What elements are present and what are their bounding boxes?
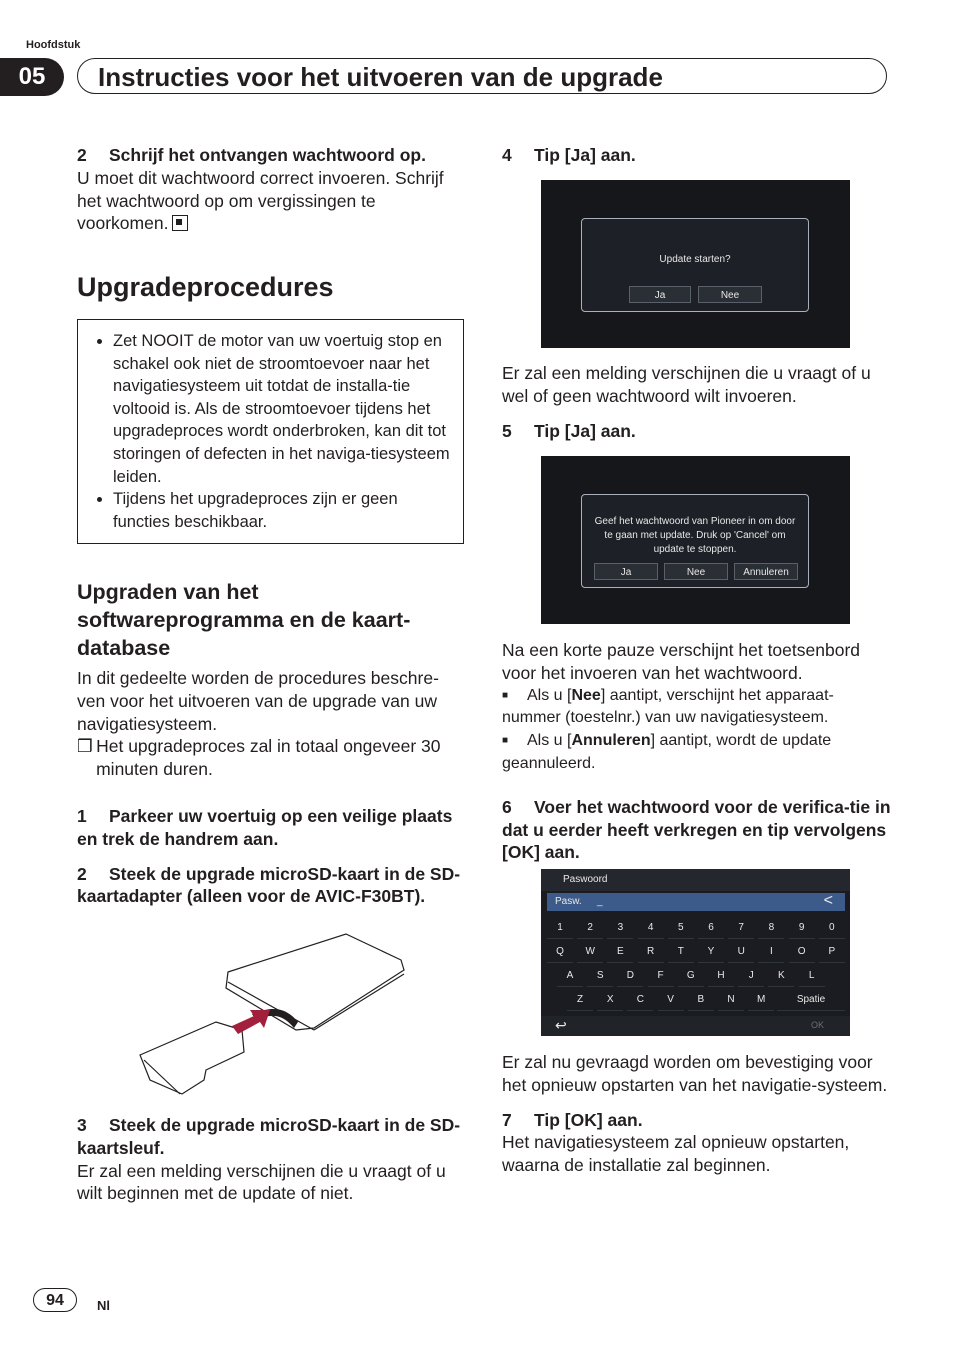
step-7-heading: 7 Tip [OK] aan. bbox=[502, 1109, 643, 1130]
step-1-heading: 1 Parkeer uw voertuig op een veilige plaats en trek de handrem aan. bbox=[77, 805, 453, 849]
backspace-icon[interactable]: < bbox=[823, 892, 833, 909]
keyboard-key[interactable]: I bbox=[758, 942, 784, 963]
keyboard-title-bar bbox=[541, 869, 850, 891]
after-step-6-text: Er zal nu gevraagd worden om bevestiging voor het opnieuw opstarten van het navigatie-systeem. bbox=[502, 1052, 888, 1095]
keyboard-key[interactable]: C bbox=[627, 990, 653, 1011]
password-field-value: _ bbox=[597, 896, 603, 907]
note-item: ❒ Het upgradeproces zal in totaal ongeveer 30 minuten duren. bbox=[77, 736, 441, 780]
warning-item: • Tijdens het upgradeproces zijn er geen functies beschikbaar. bbox=[113, 488, 451, 533]
after-step-5-text: Na een korte pauze verschijnt het toetsenbord voor het invoeren van het wachtwoord. bbox=[502, 640, 860, 683]
keyboard-key[interactable]: R bbox=[638, 942, 664, 963]
step-6-heading: 6 Voer het wachtwoord voor de verifica-tie in dat u eerder heeft verkregen en tip vervolgens [OK] aan. bbox=[502, 796, 891, 863]
keyboard-key[interactable]: 3 bbox=[607, 918, 633, 939]
left-column bbox=[77, 144, 467, 235]
keyboard-key[interactable]: 4 bbox=[638, 918, 664, 939]
keyboard-key[interactable]: B bbox=[688, 990, 714, 1011]
keyboard-key[interactable]: Z bbox=[567, 990, 593, 1011]
bullet-annuleren: ■ Als u [Annuleren] aantipt, wordt de update geannuleerd. bbox=[502, 732, 832, 772]
keyboard-key[interactable]: V bbox=[658, 990, 684, 1011]
keyboard-key[interactable]: W bbox=[577, 942, 603, 963]
screenshot-password-dialog bbox=[541, 456, 850, 624]
step-7-body: Het navigatiesysteem zal opnieuw opstarten, waarna de installatie zal beginnen. bbox=[502, 1132, 850, 1176]
no-button[interactable]: Nee bbox=[698, 286, 762, 303]
sd-adapter-illustration bbox=[136, 930, 408, 1100]
cancel-button[interactable]: Annuleren bbox=[734, 563, 798, 580]
back-icon[interactable]: ↩ bbox=[555, 1017, 567, 1033]
keyboard-key[interactable]: P bbox=[819, 942, 845, 963]
checkbox-icon: ❒ bbox=[77, 736, 93, 757]
keyboard-key[interactable]: E bbox=[607, 942, 633, 963]
step-2-heading: 2 Schrijf het ontvangen wachtwoord op. bbox=[77, 145, 426, 165]
space-key[interactable]: Spatie bbox=[777, 990, 845, 1011]
keyboard-key[interactable]: 8 bbox=[758, 918, 784, 939]
warning-box bbox=[77, 319, 464, 544]
keyboard-key[interactable]: K bbox=[768, 966, 794, 987]
step-3-heading: 3 Steek de upgrade microSD-kaart in de SD-kaartsleuf. bbox=[77, 1115, 461, 1158]
keyboard-key[interactable]: N bbox=[718, 990, 744, 1011]
keyboard-key[interactable]: H bbox=[708, 966, 734, 987]
keyboard-key[interactable]: X bbox=[597, 990, 623, 1011]
section-label: Hoofdstuk bbox=[26, 39, 81, 51]
keyboard-key[interactable]: T bbox=[668, 942, 694, 963]
end-mark-icon bbox=[172, 215, 188, 231]
after-step-4 bbox=[502, 362, 892, 442]
square-bullet-icon: ■ bbox=[502, 689, 509, 701]
keyboard-key[interactable]: F bbox=[648, 966, 674, 987]
after-step-5 bbox=[502, 639, 892, 864]
keyboard-key[interactable]: 0 bbox=[819, 918, 845, 939]
screenshot-update-dialog bbox=[541, 180, 850, 348]
dialog-line-2: te gaan met update. Druk op 'Cancel' om bbox=[604, 530, 786, 541]
chapter-title: Instructies voor het uitvoeren van de upgrade bbox=[77, 58, 887, 94]
no-button[interactable]: Nee bbox=[664, 563, 728, 580]
dialog-message: Update starten? bbox=[659, 254, 731, 265]
yes-button[interactable]: Ja bbox=[629, 286, 691, 303]
keyboard-key[interactable]: U bbox=[728, 942, 754, 963]
keyboard-key[interactable]: D bbox=[617, 966, 643, 987]
yes-button[interactable]: Ja bbox=[594, 563, 658, 580]
chapter-number: 05 bbox=[0, 58, 64, 96]
keyboard-key[interactable]: 1 bbox=[547, 918, 573, 939]
keyboard-bottom-bar bbox=[541, 1016, 850, 1036]
password-field-label: Pasw. bbox=[555, 896, 582, 907]
step-4-heading: 4 Tip [Ja] aan. bbox=[502, 145, 636, 165]
keyboard-key[interactable]: 2 bbox=[577, 918, 603, 939]
ok-key[interactable]: OK bbox=[811, 1020, 825, 1030]
keyboard-key[interactable]: 7 bbox=[728, 918, 754, 939]
section-heading: Upgraden van het softwareprogramma en de kaart-database bbox=[77, 580, 411, 660]
after-step-4-text: Er zal een melding verschijnen die u vraagt of u wel of geen wachtwoord wilt invoeren. bbox=[502, 363, 871, 406]
language-label: Nl bbox=[97, 1298, 110, 1313]
keyboard-key[interactable]: 9 bbox=[789, 918, 815, 939]
keyboard-key[interactable]: Q bbox=[547, 942, 573, 963]
keyboard-key[interactable]: M bbox=[748, 990, 774, 1011]
update-dialog bbox=[581, 218, 809, 312]
dialog-line-1: Geef het wachtwoord van Pioneer in om door bbox=[594, 516, 796, 527]
step-5-heading: 5 Tip [Ja] aan. bbox=[502, 420, 636, 441]
keyboard-title: Paswoord bbox=[563, 874, 608, 885]
after-step-6 bbox=[502, 1051, 892, 1177]
step-2-body: U moet dit wachtwoord correct invoeren. Schrijf het wachtwoord op om vergissingen te voorkomen. bbox=[77, 167, 444, 234]
keyboard-key[interactable]: A bbox=[557, 966, 583, 987]
left-column-lower bbox=[77, 667, 467, 908]
keyboard-key[interactable]: G bbox=[678, 966, 704, 987]
left-column-bottom bbox=[77, 1114, 467, 1205]
step-3-body: Er zal een melding verschijnen die u vraagt of u wilt beginnen met de update of niet. bbox=[77, 1160, 446, 1204]
step-2b-heading: 2 Steek de upgrade microSD-kaart in de SD-kaartadapter (alleen voor de AVIC-F30BT). bbox=[77, 863, 461, 907]
keyboard-key[interactable]: S bbox=[587, 966, 613, 987]
password-dialog bbox=[581, 494, 809, 588]
keyboard-key[interactable]: 5 bbox=[668, 918, 694, 939]
page-heading: Upgradeprocedures bbox=[77, 272, 334, 302]
square-bullet-icon: ■ bbox=[502, 735, 509, 747]
dialog-line-3: update te stoppen. bbox=[653, 544, 737, 555]
password-field[interactable] bbox=[547, 893, 845, 911]
keyboard-key[interactable]: L bbox=[799, 966, 825, 987]
keyboard-key[interactable]: J bbox=[738, 966, 764, 987]
page-number: 94 bbox=[33, 1288, 77, 1312]
keyboard-key[interactable]: O bbox=[789, 942, 815, 963]
intro-text: In dit gedeelte worden de procedures beschre-ven voor het uitvoeren van de upgrade van uw navigatiesysteem. bbox=[77, 668, 439, 734]
step-4 bbox=[502, 144, 892, 167]
keyboard-key[interactable]: 6 bbox=[698, 918, 724, 939]
bullet-nee: ■ Als u [Nee] aantipt, verschijnt het apparaat-nummer (toestelnr.) van uw navigatiesysteem. bbox=[502, 686, 834, 727]
warning-item: • Zet NOOIT de motor van uw voertuig stop en schakel ook niet de stroomtoevoer naar het navigatiesysteem uit totdat de installa-tie voltooid is. Als de stroomtoevoer tijdens het upgradeproces wordt onderbroken, kan dit tot storingen of defecten in het naviga-tiesysteem leiden. bbox=[113, 330, 451, 488]
keyboard-key[interactable]: Y bbox=[698, 942, 724, 963]
screenshot-keyboard bbox=[541, 869, 850, 1036]
